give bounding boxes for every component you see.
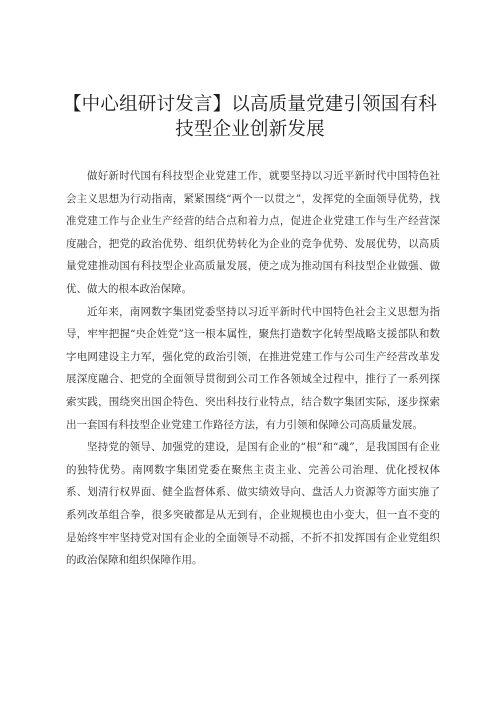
document-title-line-1: 【中心组研讨发言】以高质量党建引领国有科 (62, 94, 437, 115)
document-body (66, 165, 440, 572)
paragraph-2: 近年来，南网数字集团党委坚持以习近平新时代中国特色社会主义思想为指导，牢牢把握“央企姓党”这一根本属性，聚焦打造数字化转型战略支援部队和数字电网建设主力军，强化党的政治引领，在推进党建工作与公司生产经营改革发展深度融合、把党的全面领导贯彻到公司工作各领域全过程中，推行了一系列探索实践，围绕突出国企特色、突出科技行业特点，结合数字集团实际，逐步探索出一套国有科技型企业党建工作路径方法，有力引领和保障公司高质量发展。 (66, 305, 440, 431)
document-title-line-2: 技型企业创新发展 (175, 119, 325, 140)
paragraph-3: 坚持党的领导、加强党的建设，是国有企业的“根”和“魂”，是我国国有企业的独特优势。南网数字集团党委在聚焦主责主业、完善公司治理、优化授权体系、划清行权界面、健全监督体系、做实绩效导向、盘活人力资源等方面实施了系列改革组合拳，很多突破都是从无到有，企业规模也由小变大，但一直不变的是始终牢牢坚持党对国有企业的全面领导不动摇，不折不扣发挥国有企业党组织的政治保障和组织保障作用。 (66, 441, 440, 567)
paragraph-1: 做好新时代国有科技型企业党建工作，就要坚持以习近平新时代中国特色社会主义思想为行动指南，紧紧围绕“两个一以贯之”，发挥党的全面领导优势，找准党建工作与企业生产经营的结合点和着力点，促进企业党建工作与生产经营深度融合，把党的政治优势、组织优势转化为企业的竞争优势、发展优势，以高质量党建推动国有科技型企业高质量发展，使之成为推动国有科技型企业做强、做优、做大的根本政治保障。 (66, 170, 440, 295)
